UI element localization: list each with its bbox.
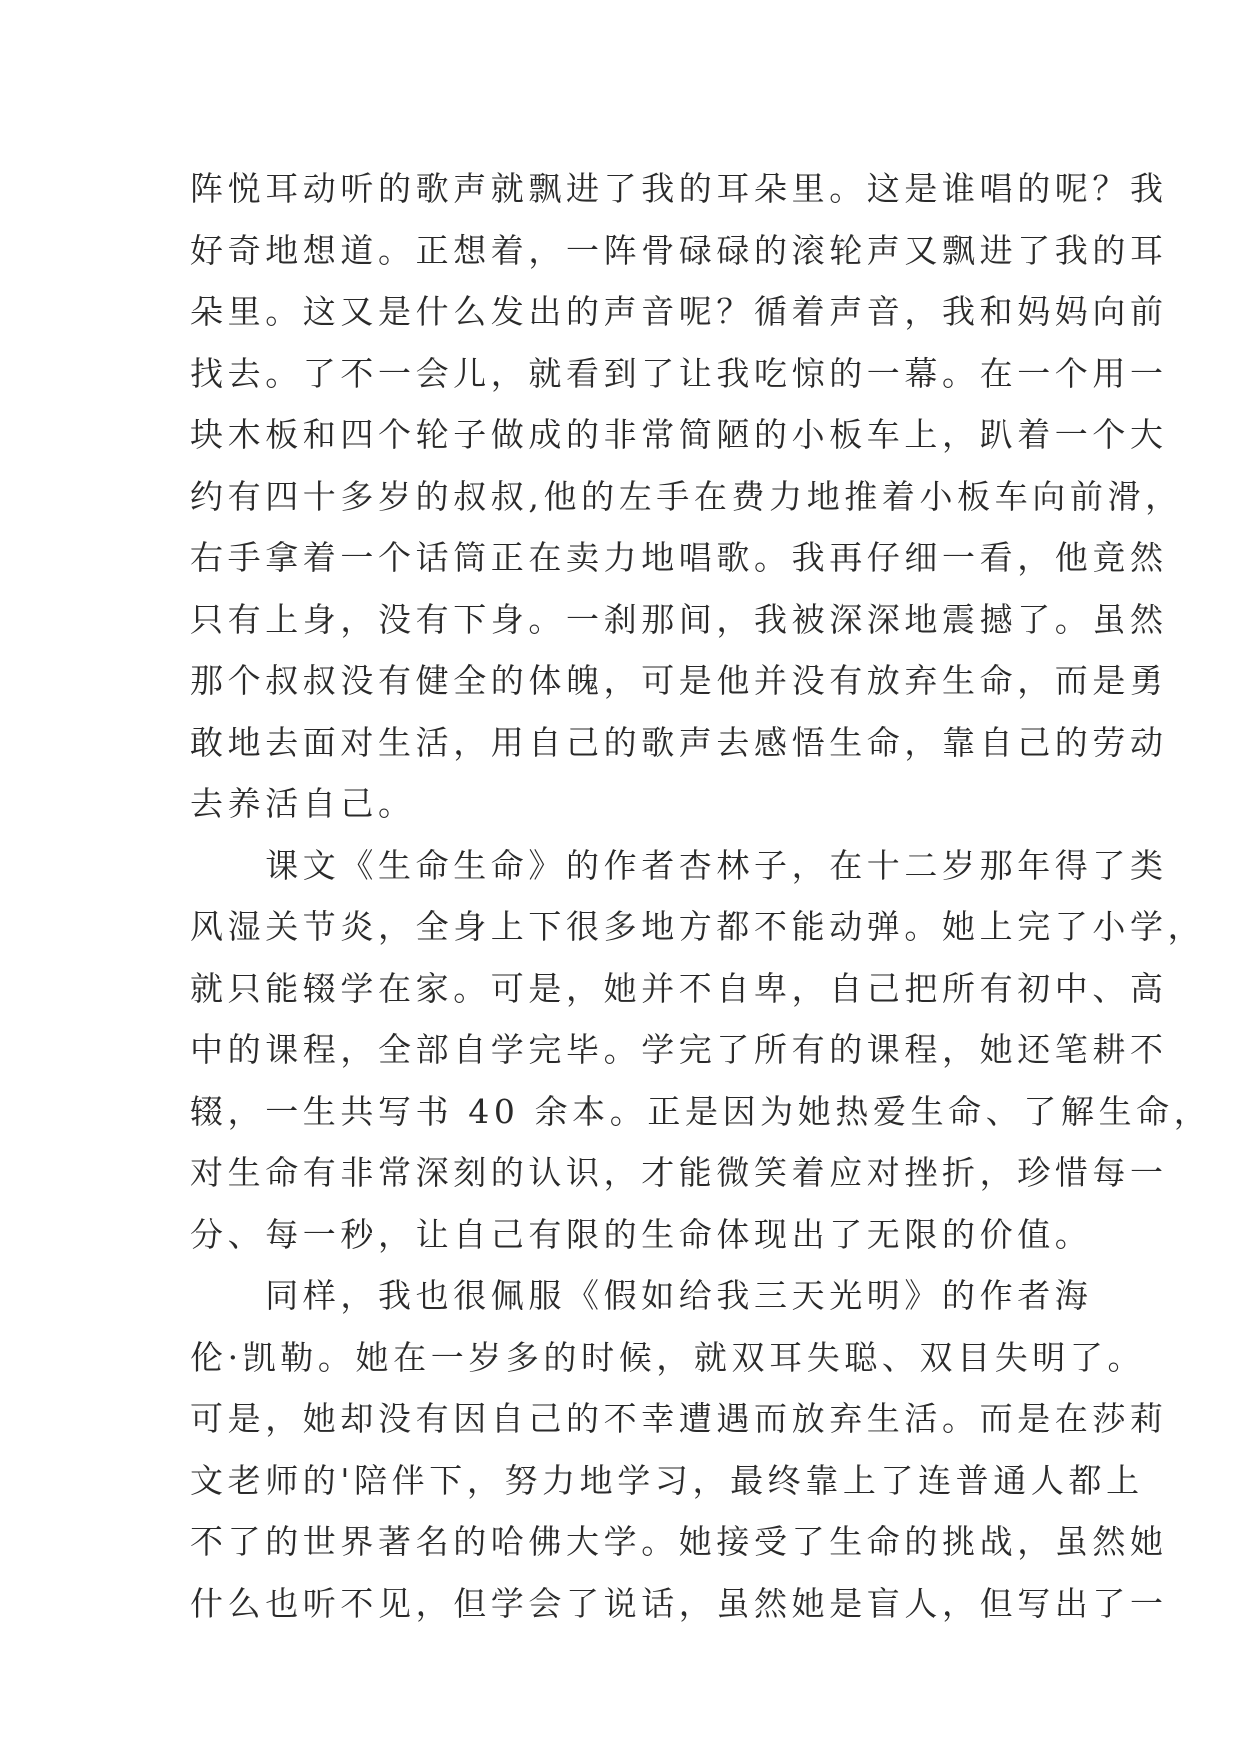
- text-line: 文老师的'陪伴下，努力地学习，最终靠上了连普通人都上: [190, 1460, 1144, 1500]
- text-line: 风湿关节炎，全身上下很多地方都不能动弹。她上完了小学，: [190, 907, 1206, 946]
- text-line: 块木板和四个轮子做成的非常简陋的小板车上，趴着一个大: [190, 415, 1168, 454]
- paragraph-start-line: 课文《生命生命》的作者杏林子，在十二岁那年得了类: [190, 845, 1168, 885]
- text-line: 就只能辍学在家。可是，她并不自卑，自己把所有初中、高: [190, 968, 1168, 1008]
- text-line: 不了的世界著名的哈佛大学。她接受了生命的挑战，虽然她: [190, 1522, 1168, 1561]
- text-line: 伦·凯勒。她在一岁多的时候，就双耳失聪、双目失明了。: [190, 1337, 1146, 1377]
- text-line: 朵里。这又是什么发出的声音呢？循着声音，我和妈妈向前: [190, 292, 1168, 331]
- text-line: 找去。了不一会儿，就看到了让我吃惊的一幕。在一个用一: [190, 353, 1168, 393]
- text-line: 辍，一生共写书 40 余本。正是因为她热爱生命、了解生命，: [190, 1091, 1212, 1131]
- text-line: 分、每一秒，让自己有限的生命体现出了无限的价值。: [190, 1214, 1093, 1254]
- text-line: 对生命有非常深刻的认识，才能微笑着应对挫折，珍惜每一: [190, 1153, 1168, 1192]
- text-line: 阵悦耳动听的歌声就飘进了我的耳朵里。这是谁唱的呢？我: [190, 169, 1168, 208]
- text-line: 去养活自己。: [190, 784, 416, 823]
- text-line: 中的课程，全部自学完毕。学完了所有的课程，她还笔耕不: [190, 1030, 1168, 1069]
- text-line: 右手拿着一个话筒正在卖力地唱歌。我再仔细一看，他竟然: [190, 538, 1168, 577]
- text-line: 可是，她却没有因自己的不幸遭遇而放弃生活。而是在莎莉: [190, 1399, 1168, 1438]
- text-line: 什么也听不见，但学会了说话，虽然她是盲人，但写出了一: [190, 1583, 1168, 1623]
- text-line: 好奇地想道。正想着，一阵骨碌碌的滚轮声又飘进了我的耳: [190, 230, 1168, 270]
- text-line: 敢地去面对生活，用自己的歌声去感悟生命，靠自己的劳动: [190, 722, 1168, 762]
- text-line: 约有四十多岁的叔叔,他的左手在费力地推着小板车向前滑，: [190, 476, 1183, 516]
- text-line: 那个叔叔没有健全的体魄，可是他并没有放弃生命，而是勇: [190, 661, 1168, 700]
- text-line: 只有上身，没有下身。一刹那间，我被深深地震撼了。虽然: [190, 599, 1168, 639]
- body-text: [190, 158, 1212, 1634]
- paragraph-start-line: 同样，我也很佩服《假如给我三天光明》的作者海: [190, 1276, 1093, 1315]
